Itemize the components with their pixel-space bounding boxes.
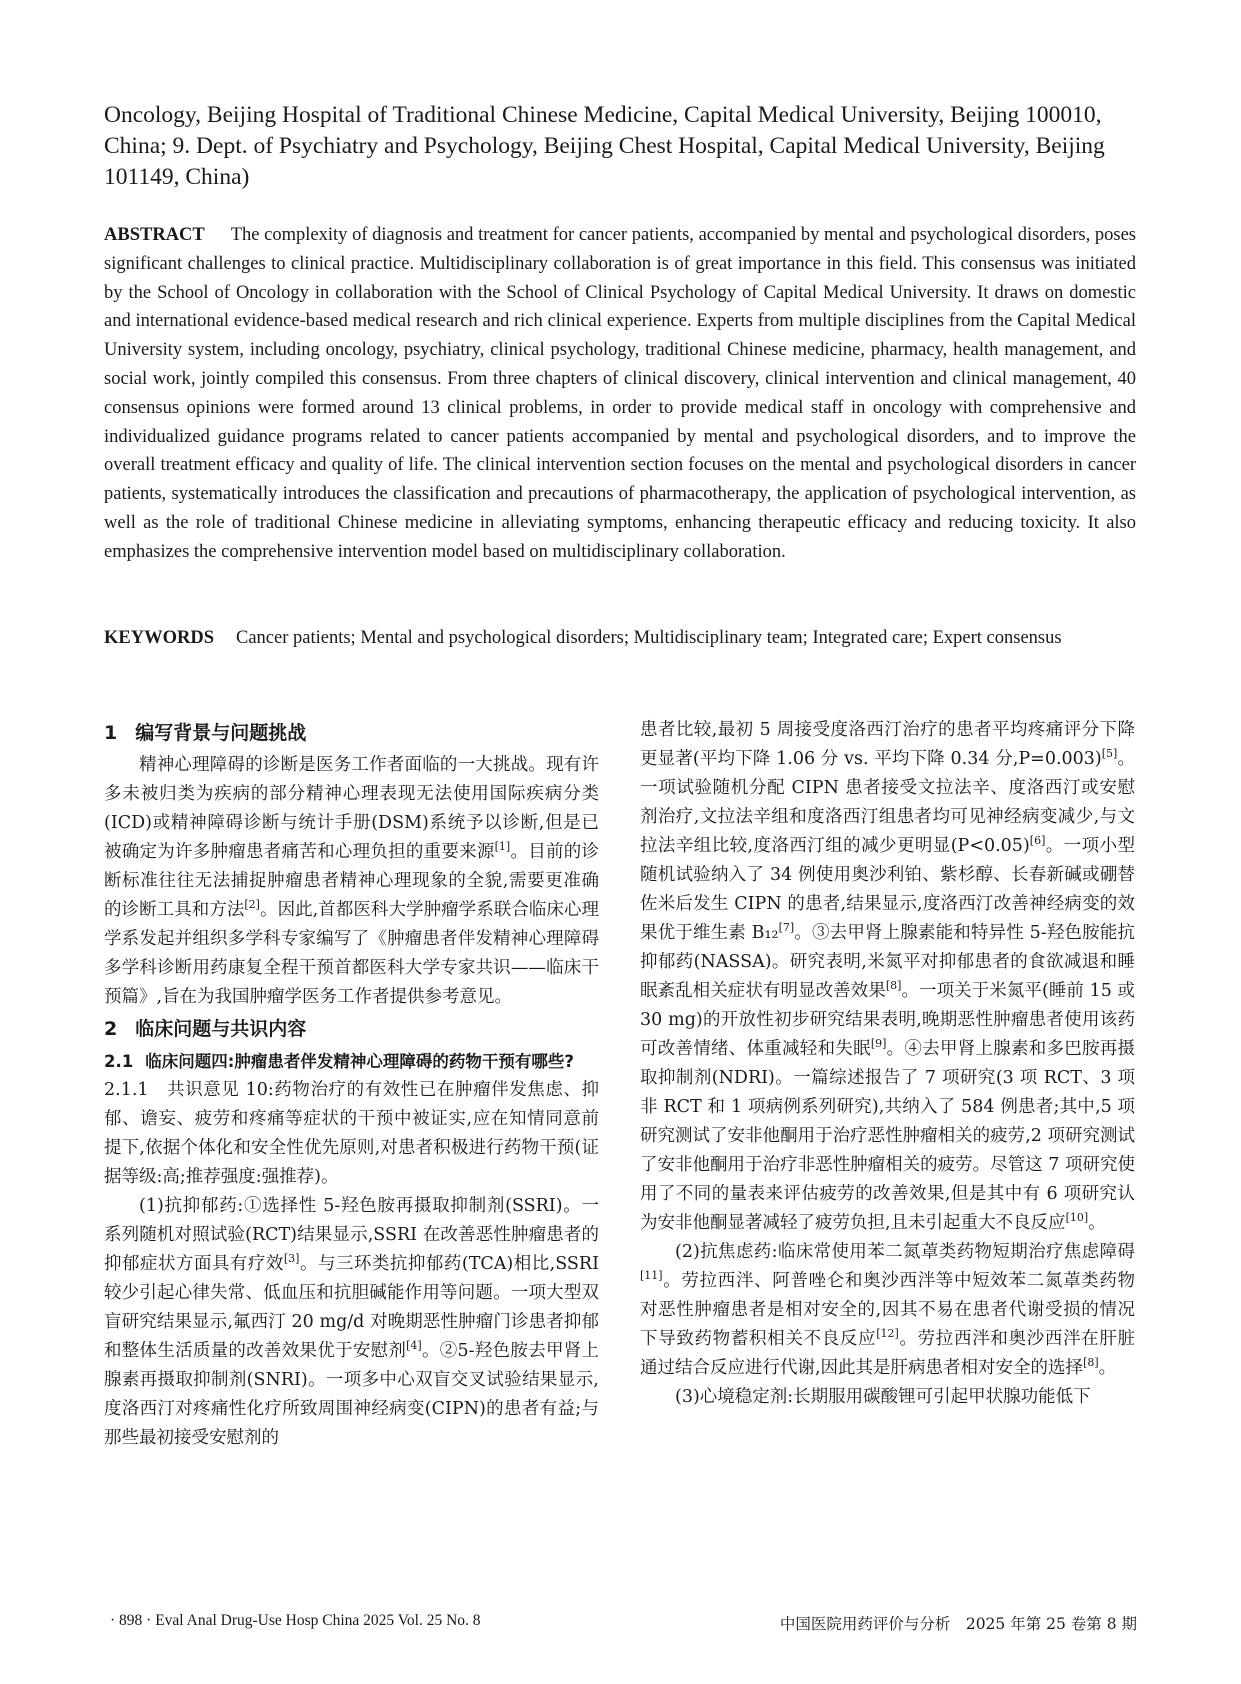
citation: [8] <box>885 979 902 993</box>
subsection-number: 2.1 <box>104 1052 134 1071</box>
text-run: 。目前的诊断标准往往无法捕捉肿瘤患者精神心理现象的全貌,需要更准确的诊断工具和方法 <box>104 842 600 920</box>
citation: [10] <box>1065 1211 1089 1225</box>
text-run: 。④去甲肾上腺素和多巴胺再摄取抑制剂(NDRI)。一篇综述报告了 7 项研究(3 项 RCT、3 项非 RCT 和 1 项病例系列研究),共纳入了 584 例患者;其中,5 项研究测试了安非他酮用于治疗恶性肿瘤相关的疲劳,2 项研究测试了安非他酮用于治疗非恶性肿瘤相关的疲劳。尽管这 7 项研究使用了不同的量表来评估疲劳的改善效果,但是其中有 6 项研究认为安非他酮显著减轻了疲劳负担,且未引起重大不良反应 <box>640 1039 1136 1233</box>
text-run: (2)抗焦虑药:临床常使用苯二氮䓬类药物短期治疗焦虑障碍 <box>675 1242 1135 1262</box>
citation: [8] <box>1083 1356 1099 1370</box>
text-run: 。一项小型随机试验纳入了 34 例使用奥沙利铂、紫杉醇、长春新碱或硼替佐米后发生 CIPN 的患者,结果显示,度洛西汀改善神经病变的效果优于维生素 B₁₂ <box>640 836 1136 943</box>
section-title: 临床问题与共识内容 <box>135 1018 307 1040</box>
text-run: 。一项试验随机分配 CIPN 患者接受文拉法辛、度洛西汀或安慰剂治疗,文拉法辛组和度洛西汀组患者均可见神经病变减少,与文拉法辛组比较,度洛西汀组的减少更明显(P<0.05) <box>640 749 1135 856</box>
text-run: 。③去甲肾上腺素能和特异性 5-羟色胺能抗抑郁药(NASSA)。研究表明,米氮平对抑郁患者的食欲减退和睡眠紊乱相关症状有明显改善效果 <box>640 923 1135 1001</box>
left-column <box>104 716 599 1453</box>
text-run: 。一项关于米氮平(睡前 15 或 30 mg)的开放性初步研究结果表明,晚期恶性肿瘤患者使用该药可改善情绪、体重减轻和失眠 <box>640 981 1135 1059</box>
section-2-heading <box>104 1014 599 1045</box>
citation: [7] <box>778 921 795 935</box>
text-run: 。与三环类抗抑郁药(TCA)相比,SSRI 较少引起心律失常、低血压和抗胆碱能作用等问题。一项大型双盲研究结果显示,氟西汀 20 mg/d 对晚期恶性肿瘤门诊患者抑郁和整体生活质量的改善效果优于安慰剂 <box>104 1254 600 1361</box>
text-run: 患者比较,最初 5 周接受度洛西汀治疗的患者平均疼痛评分下降更显著(平均下降 1.06 分 vs. 平均下降 0.34 分,P=0.003) <box>640 720 1135 769</box>
abstract-body: The complexity of diagnosis and treatment for cancer patients, accompanied by mental and psychological disorders, poses significant challenges to clinical practice. Multidisciplinary collaboration is of great importance in this field. This consensus was initiated by the School of Oncology in collaboration with the School of Clinical Psychology of Capital Medical University. It draws on domestic and international evidence-based medical research and rich clinical experience. Experts from multiple disciplines from the Capital Medical University system, including oncology, psychiatry, clinical psychology, traditional Chinese medicine, pharmacy, health management, and social work, jointly compiled this consensus. From three chapters of clinical discovery, clinical intervention and clinical management, 40 consensus opinions were formed around 13 clinical problems, in order to provide medical staff in oncology with comprehensive and individualized guidance programs related to cancer patients accompanied by mental and psychological disorders, and to improve the overall treatment efficacy and quality of life. The clinical intervention section focuses on the mental and psychological disorders in cancer patients, systematically introduces the classification and precautions of pharmacotherapy, the application of psychological intervention, as well as the role of traditional Chinese medicine in alleviating symptoms, enhancing therapeutic efficacy and reducing toxicity. It also emphasizes the comprehensive intervention model based on multidisciplinary collaboration. <box>104 225 1136 562</box>
text-run: (1)抗抑郁药:①选择性 5-羟色胺再摄取抑制剂(SSRI)。一系列随机对照试验(RCT)结果显示,SSRI 在改善恶性肿瘤患者的抑郁症状方面具有疗效 <box>104 1196 599 1274</box>
text-run: 。 <box>1098 1358 1117 1378</box>
abstract <box>104 221 1136 567</box>
paragraph <box>640 1238 1135 1383</box>
section-title: 编写背景与问题挑战 <box>135 722 307 744</box>
keywords-body: Cancer patients; Mental and psychological disorders; Multidisciplinary team; Integrated care; Expert consensus <box>236 628 1062 648</box>
text-run: 。劳拉西泮和奥沙西泮在肝脏通过结合反应进行代谢,因此其是肝病患者相对安全的选择 <box>640 1329 1135 1378</box>
text-run: 。因此,首都医科大学肿瘤学系联合临床心理学系发起并组织多学科专家编写了《肿瘤患者伴发精神心理障碍多学科诊断用药康复全程干预首都医科大学专家共识——临床干预篇》,旨在为我国肿瘤学医务工作者提供参考意见。 <box>104 900 600 1007</box>
keywords-label: KEYWORDS <box>104 628 214 648</box>
paragraph <box>104 1192 599 1453</box>
text-run: 。 <box>1088 1213 1106 1233</box>
section-number: 1 <box>104 722 118 744</box>
citation: [12] <box>876 1327 899 1341</box>
citation: [2] <box>244 898 260 912</box>
citation: [3] <box>283 1252 300 1266</box>
abstract-label: ABSTRACT <box>104 225 205 245</box>
paragraph: (3)心境稳定剂:长期服用碳酸锂可引起甲状腺功能低下 <box>675 1387 1091 1407</box>
citation: [1] <box>494 840 511 854</box>
keywords <box>104 624 1136 653</box>
citation: [4] <box>406 1339 422 1353</box>
section-number: 2 <box>104 1018 118 1040</box>
text-run: 。②5-羟色胺去甲肾上腺素再摄取抑制剂(SNRI)。一项多中心双盲交叉试验结果显示,度洛西汀对疼痛性化疗所致周围神经病变(CIPN)的患者有益;与那些最初接受安慰剂的 <box>104 1341 600 1448</box>
citation: [5] <box>1101 747 1118 761</box>
citation: [6] <box>1029 834 1046 848</box>
consensus-10: 2.1.1 共识意见 10:药物治疗的有效性已在肿瘤伴发焦虑、抑郁、谵妄、疲劳和疼痛等症状的干预中被证实,应在知情同意前提下,依据个体化和安全性优先原则,对患者积极进行药物干预(证据等级:高;推荐强度:强推荐)。 <box>104 1080 599 1187</box>
section-1-heading <box>104 718 599 749</box>
text-run: 精神心理障碍的诊断是医务工作者面临的一大挑战。现有许多未被归类为疾病的部分精神心理表现无法使用国际疾病分类(ICD)或精神障碍诊断与统计手册(DSM)系统予以诊断,但是已被确定为许多肿瘤患者痛苦和心理负担的重要来源 <box>104 755 599 862</box>
citation: [11] <box>640 1269 663 1283</box>
footer-journal-cn: 中国医院用药评价与分析 2025 年第 25 卷第 8 期 <box>779 1615 1137 1633</box>
paragraph <box>640 716 1135 1238</box>
affiliation-text: Oncology, Beijing Hospital of Traditional Chinese Medicine, Capital Medical University, Beijing 100010, China; 9. Dept. of Psychiatry and Psychology, Beijing Chest Hospital, Capital Medical University, Beijing 101149, China) <box>104 102 1105 190</box>
right-column <box>640 716 1135 1412</box>
subsection-2-1-heading <box>104 1047 599 1076</box>
text-run: 。劳拉西泮、阿普唑仑和奥沙西泮等中短效苯二氮䓬类药物对恶性肿瘤患者是相对安全的,因其不易在患者代谢受损的情况下导致药物蓄积相关不良反应 <box>640 1271 1135 1349</box>
footer-journal-en: · 898 · Eval Anal Drug-Use Hosp China 2025 Vol. 25 No. 8 <box>110 1612 481 1629</box>
paragraph <box>104 751 599 1012</box>
citation: [9] <box>870 1037 887 1051</box>
subsection-title: 临床问题四:肿瘤患者伴发精神心理障碍的药物干预有哪些? <box>145 1052 574 1071</box>
